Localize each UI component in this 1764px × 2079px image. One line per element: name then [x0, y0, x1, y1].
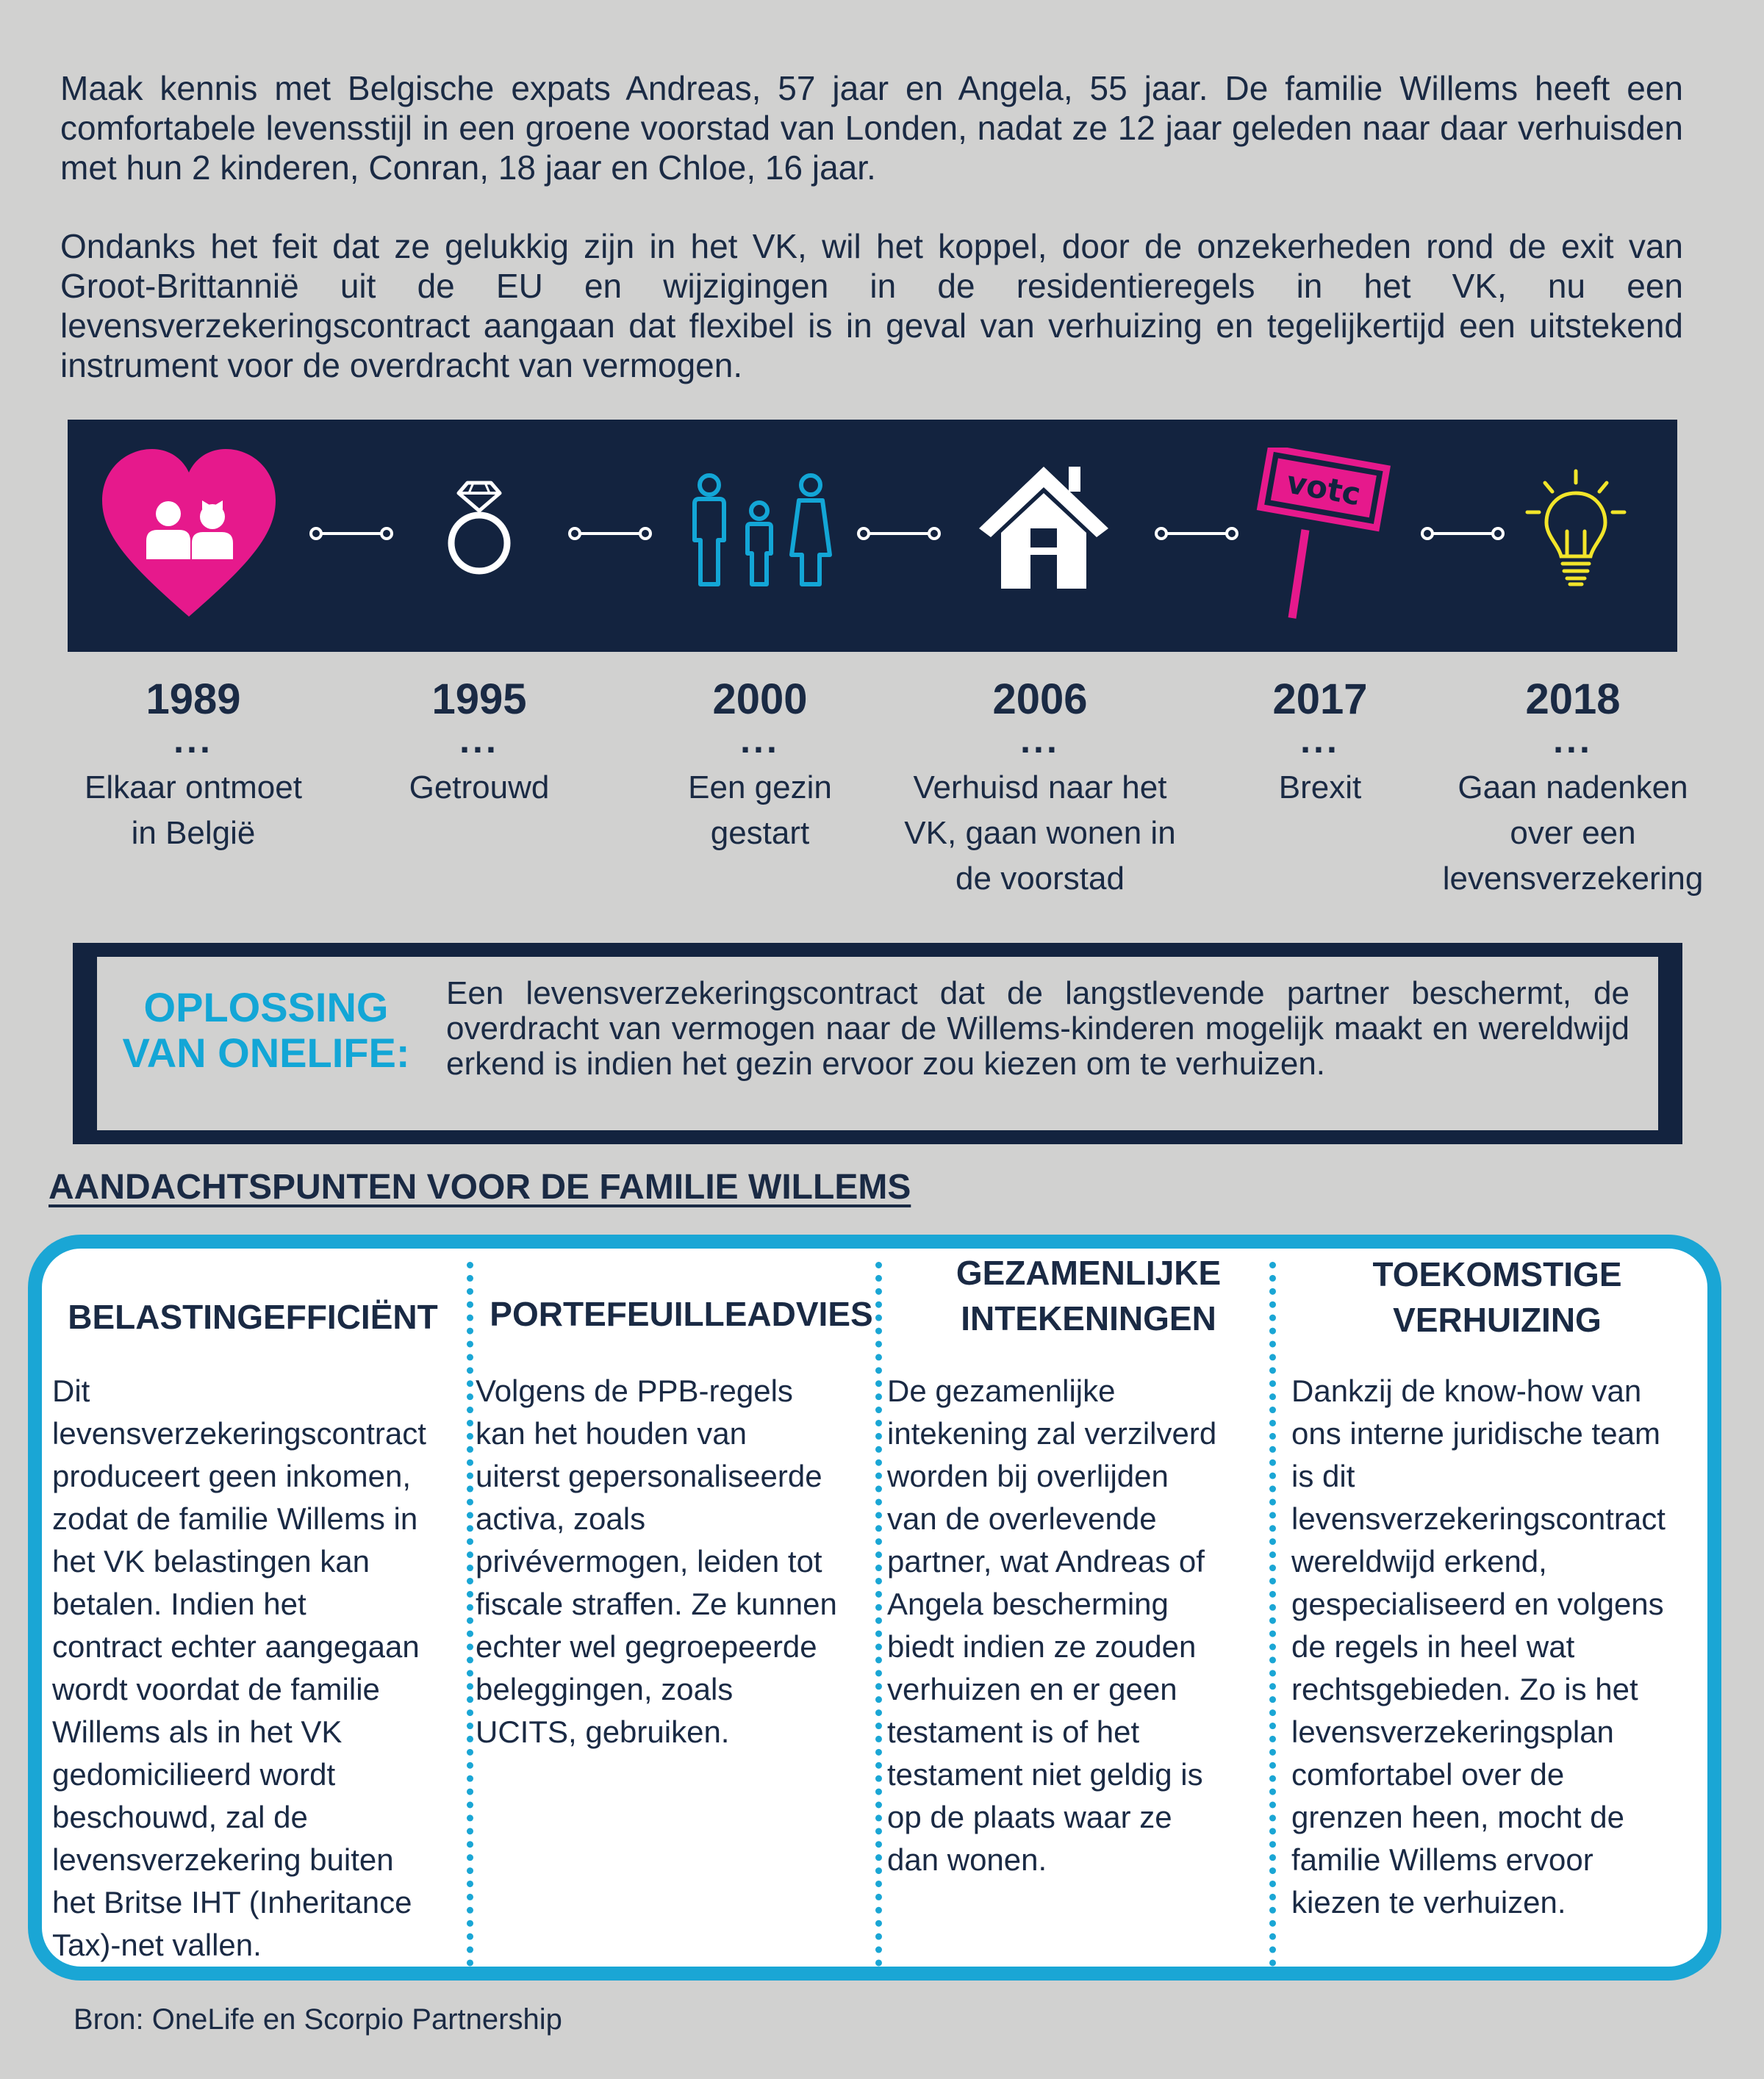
- timeline-item-1989: [32, 661, 355, 856]
- column-separator: [1269, 1262, 1276, 1967]
- timeline-year: 1989: [146, 675, 241, 723]
- timeline-dots: ...: [1553, 719, 1593, 761]
- timeline-connector: [1420, 523, 1505, 545]
- column-text: Volgens de PPB-regels kan het houden van uiterst gepersonaliseerde activa, zoals privévermogen, leiden tot fiscale straffen. Ze kunnen echter wel gegroepeerde beleggingen, zoals UCITS, gebruiken.: [476, 1374, 837, 1749]
- column-future-relocation: [1291, 1249, 1718, 1967]
- column-text: Dankzij de know-how van ons interne juridische team is dit levensverzekeringscontract wereldwijd erkend, gespecialiseerd en volgens de regels in heel wat rechtsgebieden. Zo is het levensverzekeringsplan comfortabel over de grenzen heen, mocht de familie Willems ervoor kiezen te verhuizen.: [1291, 1374, 1666, 1920]
- timeline-description: Getrouwd: [409, 769, 550, 805]
- timeline-connector: [856, 523, 942, 545]
- intro-paragraph-1: Maak kennis met Belgische expats Andreas, 57 jaar en Angela, 55 jaar. De familie Willems heeft een comfortabele levensstijl in een groene voorstad van Londen, nadat ze 12 jaar geleden naar daar verhuisden met hun 2 kinderen, Conran, 18 jaar en Chloe, 16 jaar.: [60, 69, 1683, 187]
- timeline-dots: ...: [1300, 719, 1340, 761]
- solution-title: OPLOSSING VAN ONELIFE:: [122, 984, 410, 1076]
- column-portfolio-advice: [476, 1249, 887, 1967]
- column-separator: [467, 1262, 473, 1967]
- lightbulb-icon: [1524, 468, 1627, 593]
- vote-sign-icon: [1255, 448, 1392, 624]
- timeline-labels: [0, 661, 1764, 933]
- timeline-year: 2000: [712, 675, 808, 723]
- timeline-connector: [567, 523, 653, 545]
- timeline-description: Verhuisd naar het VK, gaan wonen in de voorstad: [904, 769, 1176, 897]
- timeline-description: Een gezin gestart: [688, 769, 832, 851]
- column-title: GEZAMENLIJKE INTEKENINGEN: [956, 1254, 1222, 1337]
- considerations-panel: [28, 1235, 1721, 1981]
- timeline-dots: ...: [459, 719, 499, 761]
- solution-text: Een levensverzekeringscontract dat de langstlevende partner beschermt, de overdracht van vermogen naar de Willems-kinderen mogelijk maakt en wereldwijd erkend is indien het gezin ervoor zou kiezen om te verhuizen.: [446, 975, 1629, 1082]
- vote-sign-text: votc: [1283, 464, 1363, 513]
- intro-paragraph-2: Ondanks het feit dat ze gelukkig zijn in het VK, wil het koppel, door de onzekerheden rond de exit van Groot-Brittannië uit de EU en wijzigingen in de residentieregels in het VK, nu een levensverzekeringscontract aangaan dat flexibel is in geval van verhuizing en tegelijkertijd een uitstekend instrument voor de overdracht van vermogen.: [60, 227, 1683, 384]
- considerations-heading: AANDACHTSPUNTEN VOOR DE FAMILIE WILLEMS: [49, 1168, 911, 1207]
- column-tax-efficiency: [42, 1249, 464, 1967]
- solution-box: [73, 943, 1682, 1144]
- column-title: PORTEFEUILLEADVIES: [490, 1295, 873, 1333]
- timeline-item-2018: [1411, 661, 1735, 902]
- timeline-item-2006: [878, 661, 1202, 902]
- column-text: Dit levensverzekeringscontract produceert geen inkomen, zodat de familie Willems in het VK belastingen kan betalen. Indien het contract echter aangegaan wordt voordat de familie Willems als in het VK gedomicilieerd wordt beschouwd, zal de levensverzekering buiten het Britse IHT (Inheritance Tax)-net vallen.: [52, 1374, 426, 1962]
- column-text: De gezamenlijke intekening zal verzilverd worden bij overlijden van de overlevende partner, wat Andreas of Angela bescherming biedt indien ze zouden verhuizen en er geen testament is of het testament niet geldig is op de plaats waar ze dan wonen.: [887, 1374, 1217, 1877]
- timeline-description: Elkaar ontmoet in België: [85, 769, 302, 851]
- family-icon: [689, 473, 833, 590]
- timeline-year: 2018: [1525, 675, 1621, 723]
- timeline-band: [68, 420, 1677, 652]
- timeline-dots: ...: [1020, 719, 1060, 761]
- timeline-description: Brexit: [1278, 769, 1362, 805]
- column-separator: [875, 1262, 882, 1967]
- timeline-year: 2006: [992, 675, 1088, 723]
- timeline-description: Gaan nadenken over een levensverzekering: [1442, 769, 1704, 897]
- house-icon: [979, 461, 1108, 593]
- column-joint-subscriptions: [887, 1249, 1290, 1967]
- timeline-item-2000: [598, 661, 922, 856]
- timeline-item-1995: [318, 661, 641, 811]
- timeline-dots: ...: [740, 719, 780, 761]
- timeline-dots: ...: [173, 719, 213, 761]
- column-title: BELASTINGEFFICIËNT: [68, 1298, 438, 1336]
- ring-icon: [441, 478, 517, 578]
- source-note: Bron: OneLife en Scorpio Partnership: [74, 2003, 562, 2036]
- timeline-year: 1995: [431, 675, 527, 723]
- timeline-connector: [309, 523, 394, 545]
- column-title: TOEKOMSTIGE VERHUIZING: [1372, 1255, 1622, 1339]
- timeline-connector: [1154, 523, 1239, 545]
- timeline-year: 2017: [1272, 675, 1368, 723]
- heart-couple-icon: [102, 449, 276, 622]
- solution-box-inner: [97, 957, 1658, 1130]
